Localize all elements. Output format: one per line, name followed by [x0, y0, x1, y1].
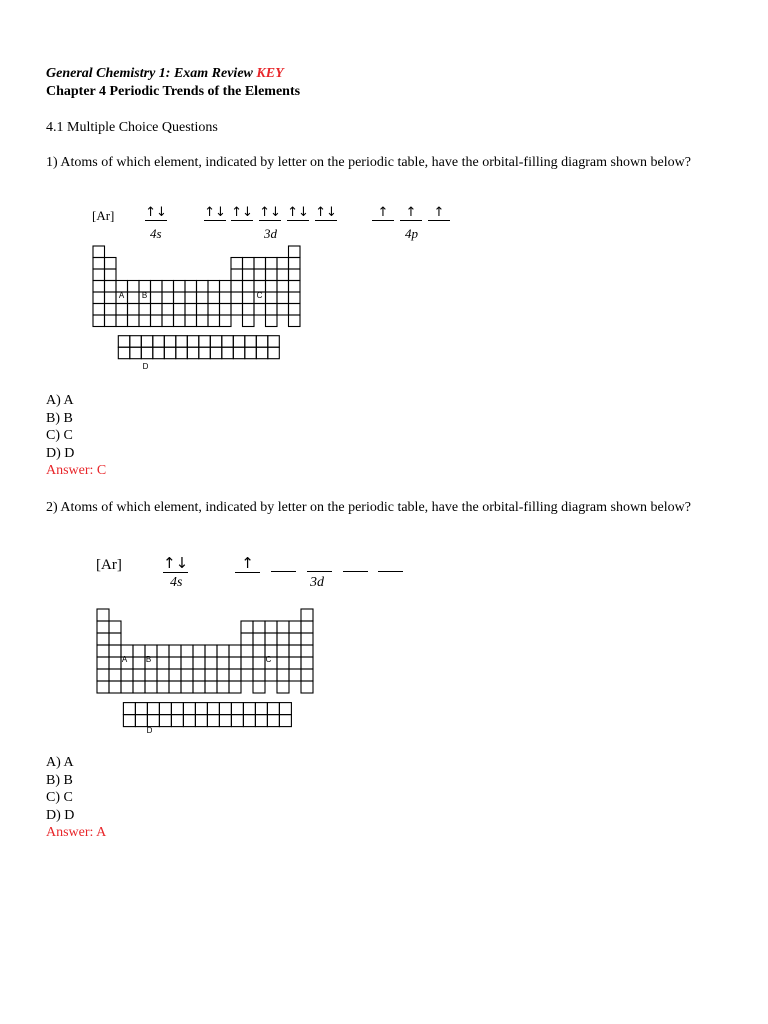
- periodic-cell: [253, 621, 265, 633]
- periodic-cell: [193, 669, 205, 681]
- q1-3d-orbital-2: ↑↓: [231, 205, 253, 220]
- periodic-cell: [157, 681, 169, 693]
- q1-3d-orbital-4: ↑↓: [287, 205, 309, 220]
- periodic-cell: [241, 633, 253, 645]
- periodic-cell: [289, 621, 301, 633]
- q1-4p-orbital-2: ↑: [400, 205, 422, 221]
- periodic-cell: [229, 645, 241, 657]
- q2-choice-b: B) B: [46, 772, 73, 788]
- periodic-cell: [219, 715, 231, 727]
- periodic-cell: [205, 669, 217, 681]
- periodic-cell: [169, 681, 181, 693]
- periodic-cell: [159, 703, 171, 715]
- periodic-cell: [157, 657, 169, 669]
- periodic-cell: [229, 681, 241, 693]
- periodic-cell: [253, 669, 265, 681]
- q1-core-label: [Ar]: [92, 208, 115, 223]
- q1-choice-c: C) C: [46, 428, 73, 443]
- q2-3d-orbital-1: ↑: [235, 554, 260, 573]
- periodic-cell: [277, 633, 289, 645]
- periodic-cell: [219, 703, 231, 715]
- key-label: KEY: [256, 66, 284, 81]
- q2-4s-label: 4s: [170, 575, 183, 590]
- q2-marker-a: A: [121, 655, 128, 664]
- q2-marker-b: B: [145, 655, 152, 664]
- periodic-cell: [135, 703, 147, 715]
- periodic-cell: [301, 633, 313, 645]
- periodic-cell: [265, 633, 277, 645]
- q2-choice-d: D) D: [46, 807, 75, 823]
- periodic-cell: [97, 657, 109, 669]
- q2-3d-orbital-4: [343, 554, 368, 572]
- course-title-text: General Chemistry 1: Exam Review: [46, 66, 257, 81]
- q1-3d-orbital-1: ↑↓: [204, 205, 226, 220]
- periodic-cell: [241, 621, 253, 633]
- periodic-cell: [279, 703, 291, 715]
- q2-3d-label: 3d: [310, 575, 324, 590]
- periodic-cell: [231, 715, 243, 727]
- periodic-cell: [265, 621, 277, 633]
- q1-3d-orbital-5: ↑↓: [315, 205, 337, 220]
- q1-choice-d: D) D: [46, 445, 75, 461]
- q2-4s-orbital: ↑↓: [163, 554, 189, 572]
- periodic-cell: [231, 703, 243, 715]
- periodic-cell: [205, 657, 217, 669]
- q1-answer: Answer: C: [46, 463, 107, 478]
- periodic-cell: [181, 681, 193, 693]
- q2-3d-orbital-5: [378, 554, 403, 572]
- periodic-cell: [195, 703, 207, 715]
- q1-3d-orbital-3: ↑↓: [259, 205, 281, 220]
- periodic-cell: [109, 681, 121, 693]
- periodic-cell: [241, 645, 253, 657]
- periodic-cell: [207, 703, 219, 715]
- periodic-cell: [301, 609, 313, 621]
- periodic-cell: [301, 645, 313, 657]
- periodic-cell: [253, 633, 265, 645]
- periodic-cell: [217, 681, 229, 693]
- periodic-cell: [205, 681, 217, 693]
- periodic-cell: [217, 657, 229, 669]
- periodic-cell: [171, 703, 183, 715]
- q1-marker-b: B: [141, 291, 148, 300]
- periodic-cell: [301, 657, 313, 669]
- periodic-cell: [121, 669, 133, 681]
- periodic-cell: [169, 669, 181, 681]
- periodic-cell: [109, 621, 121, 633]
- periodic-cell: [277, 645, 289, 657]
- q1-3d-label: 3d: [264, 226, 277, 241]
- periodic-cell: [147, 715, 159, 727]
- periodic-cell: [255, 715, 267, 727]
- question-2-prompt: 2) Atoms of which element, indicated by letter on the periodic table, have the orbital-filling diagram shown below?: [46, 500, 691, 515]
- periodic-cell: [301, 681, 313, 693]
- periodic-cell: [241, 657, 253, 669]
- periodic-cell: [207, 715, 219, 727]
- periodic-cell: [147, 703, 159, 715]
- q2-choice-a: A) A: [46, 755, 74, 770]
- question-1-prompt: 1) Atoms of which element, indicated by letter on the periodic table, have the orbital-filling diagram shown below?: [46, 155, 691, 170]
- periodic-cell: [145, 669, 157, 681]
- periodic-cell: [193, 657, 205, 669]
- periodic-cell: [267, 703, 279, 715]
- periodic-cell: [229, 657, 241, 669]
- periodic-cell: [195, 715, 207, 727]
- periodic-cell: [169, 645, 181, 657]
- periodic-cell: [241, 669, 253, 681]
- periodic-cell: [171, 715, 183, 727]
- periodic-cell: [205, 645, 217, 657]
- periodic-cell: [229, 669, 241, 681]
- q2-core-label: [Ar]: [96, 557, 122, 573]
- periodic-cell: [97, 633, 109, 645]
- periodic-cell: [183, 703, 195, 715]
- periodic-cell: [217, 669, 229, 681]
- periodic-cell: [145, 681, 157, 693]
- periodic-cell: [243, 703, 255, 715]
- q2-marker-c: C: [265, 655, 272, 664]
- periodic-cell: [97, 621, 109, 633]
- q1-4p-orbital-1: ↑: [372, 205, 394, 221]
- periodic-cell: [193, 681, 205, 693]
- question-2-choices: [46, 754, 106, 842]
- periodic-cell: [123, 703, 135, 715]
- periodic-cell: [109, 633, 121, 645]
- periodic-cell: [289, 645, 301, 657]
- periodic-cell: [109, 669, 121, 681]
- periodic-cell: [181, 669, 193, 681]
- periodic-cell: [217, 645, 229, 657]
- periodic-cell: [97, 645, 109, 657]
- periodic-cell: [289, 633, 301, 645]
- periodic-cell: [277, 681, 289, 693]
- chapter-title: Chapter 4 Periodic Trends of the Elements: [46, 84, 301, 99]
- periodic-cell: [169, 657, 181, 669]
- periodic-cell: [183, 715, 195, 727]
- periodic-cell: [181, 645, 193, 657]
- periodic-cell: [289, 657, 301, 669]
- periodic-cell: [277, 657, 289, 669]
- q1-choice-a: A) A: [46, 393, 74, 408]
- q2-marker-d: D: [146, 726, 153, 735]
- periodic-cell: [279, 715, 291, 727]
- periodic-cell: [97, 669, 109, 681]
- periodic-cell: [277, 669, 289, 681]
- q1-marker-a: A: [118, 291, 125, 300]
- q2-periodic-table-outline: [96, 608, 326, 758]
- q2-answer: Answer: A: [46, 825, 107, 840]
- periodic-cell: [289, 669, 301, 681]
- periodic-cell: [97, 609, 109, 621]
- periodic-cell: [255, 703, 267, 715]
- periodic-cell: [159, 715, 171, 727]
- periodic-cell: [157, 645, 169, 657]
- periodic-cell: [243, 715, 255, 727]
- q1-4p-orbital-3: ↑: [428, 205, 450, 221]
- periodic-cell: [277, 621, 289, 633]
- q1-4s-label: 4s: [150, 226, 162, 241]
- periodic-cell: [193, 645, 205, 657]
- q1-choice-b: B) B: [46, 410, 73, 426]
- periodic-cell: [133, 681, 145, 693]
- periodic-cell: [181, 657, 193, 669]
- q1-marker-d: D: [142, 362, 149, 371]
- section-heading: 4.1 Multiple Choice Questions: [46, 120, 218, 135]
- q2-choice-c: C) C: [46, 790, 73, 805]
- periodic-cell: [253, 681, 265, 693]
- q1-4p-label: 4p: [405, 226, 418, 241]
- periodic-cell: [135, 715, 147, 727]
- periodic-cell: [97, 681, 109, 693]
- periodic-cell: [301, 621, 313, 633]
- periodic-cell: [157, 669, 169, 681]
- periodic-cell: [301, 669, 313, 681]
- periodic-cell: [133, 669, 145, 681]
- q2-3d-orbital-3: [307, 554, 332, 572]
- periodic-cell: [121, 681, 133, 693]
- periodic-cell: [265, 669, 277, 681]
- periodic-cell: [267, 715, 279, 727]
- q2-3d-orbital-2: [271, 554, 296, 572]
- periodic-cell: [123, 715, 135, 727]
- q1-marker-c: C: [256, 291, 263, 300]
- q1-4s-orbital: ↑↓: [145, 205, 167, 220]
